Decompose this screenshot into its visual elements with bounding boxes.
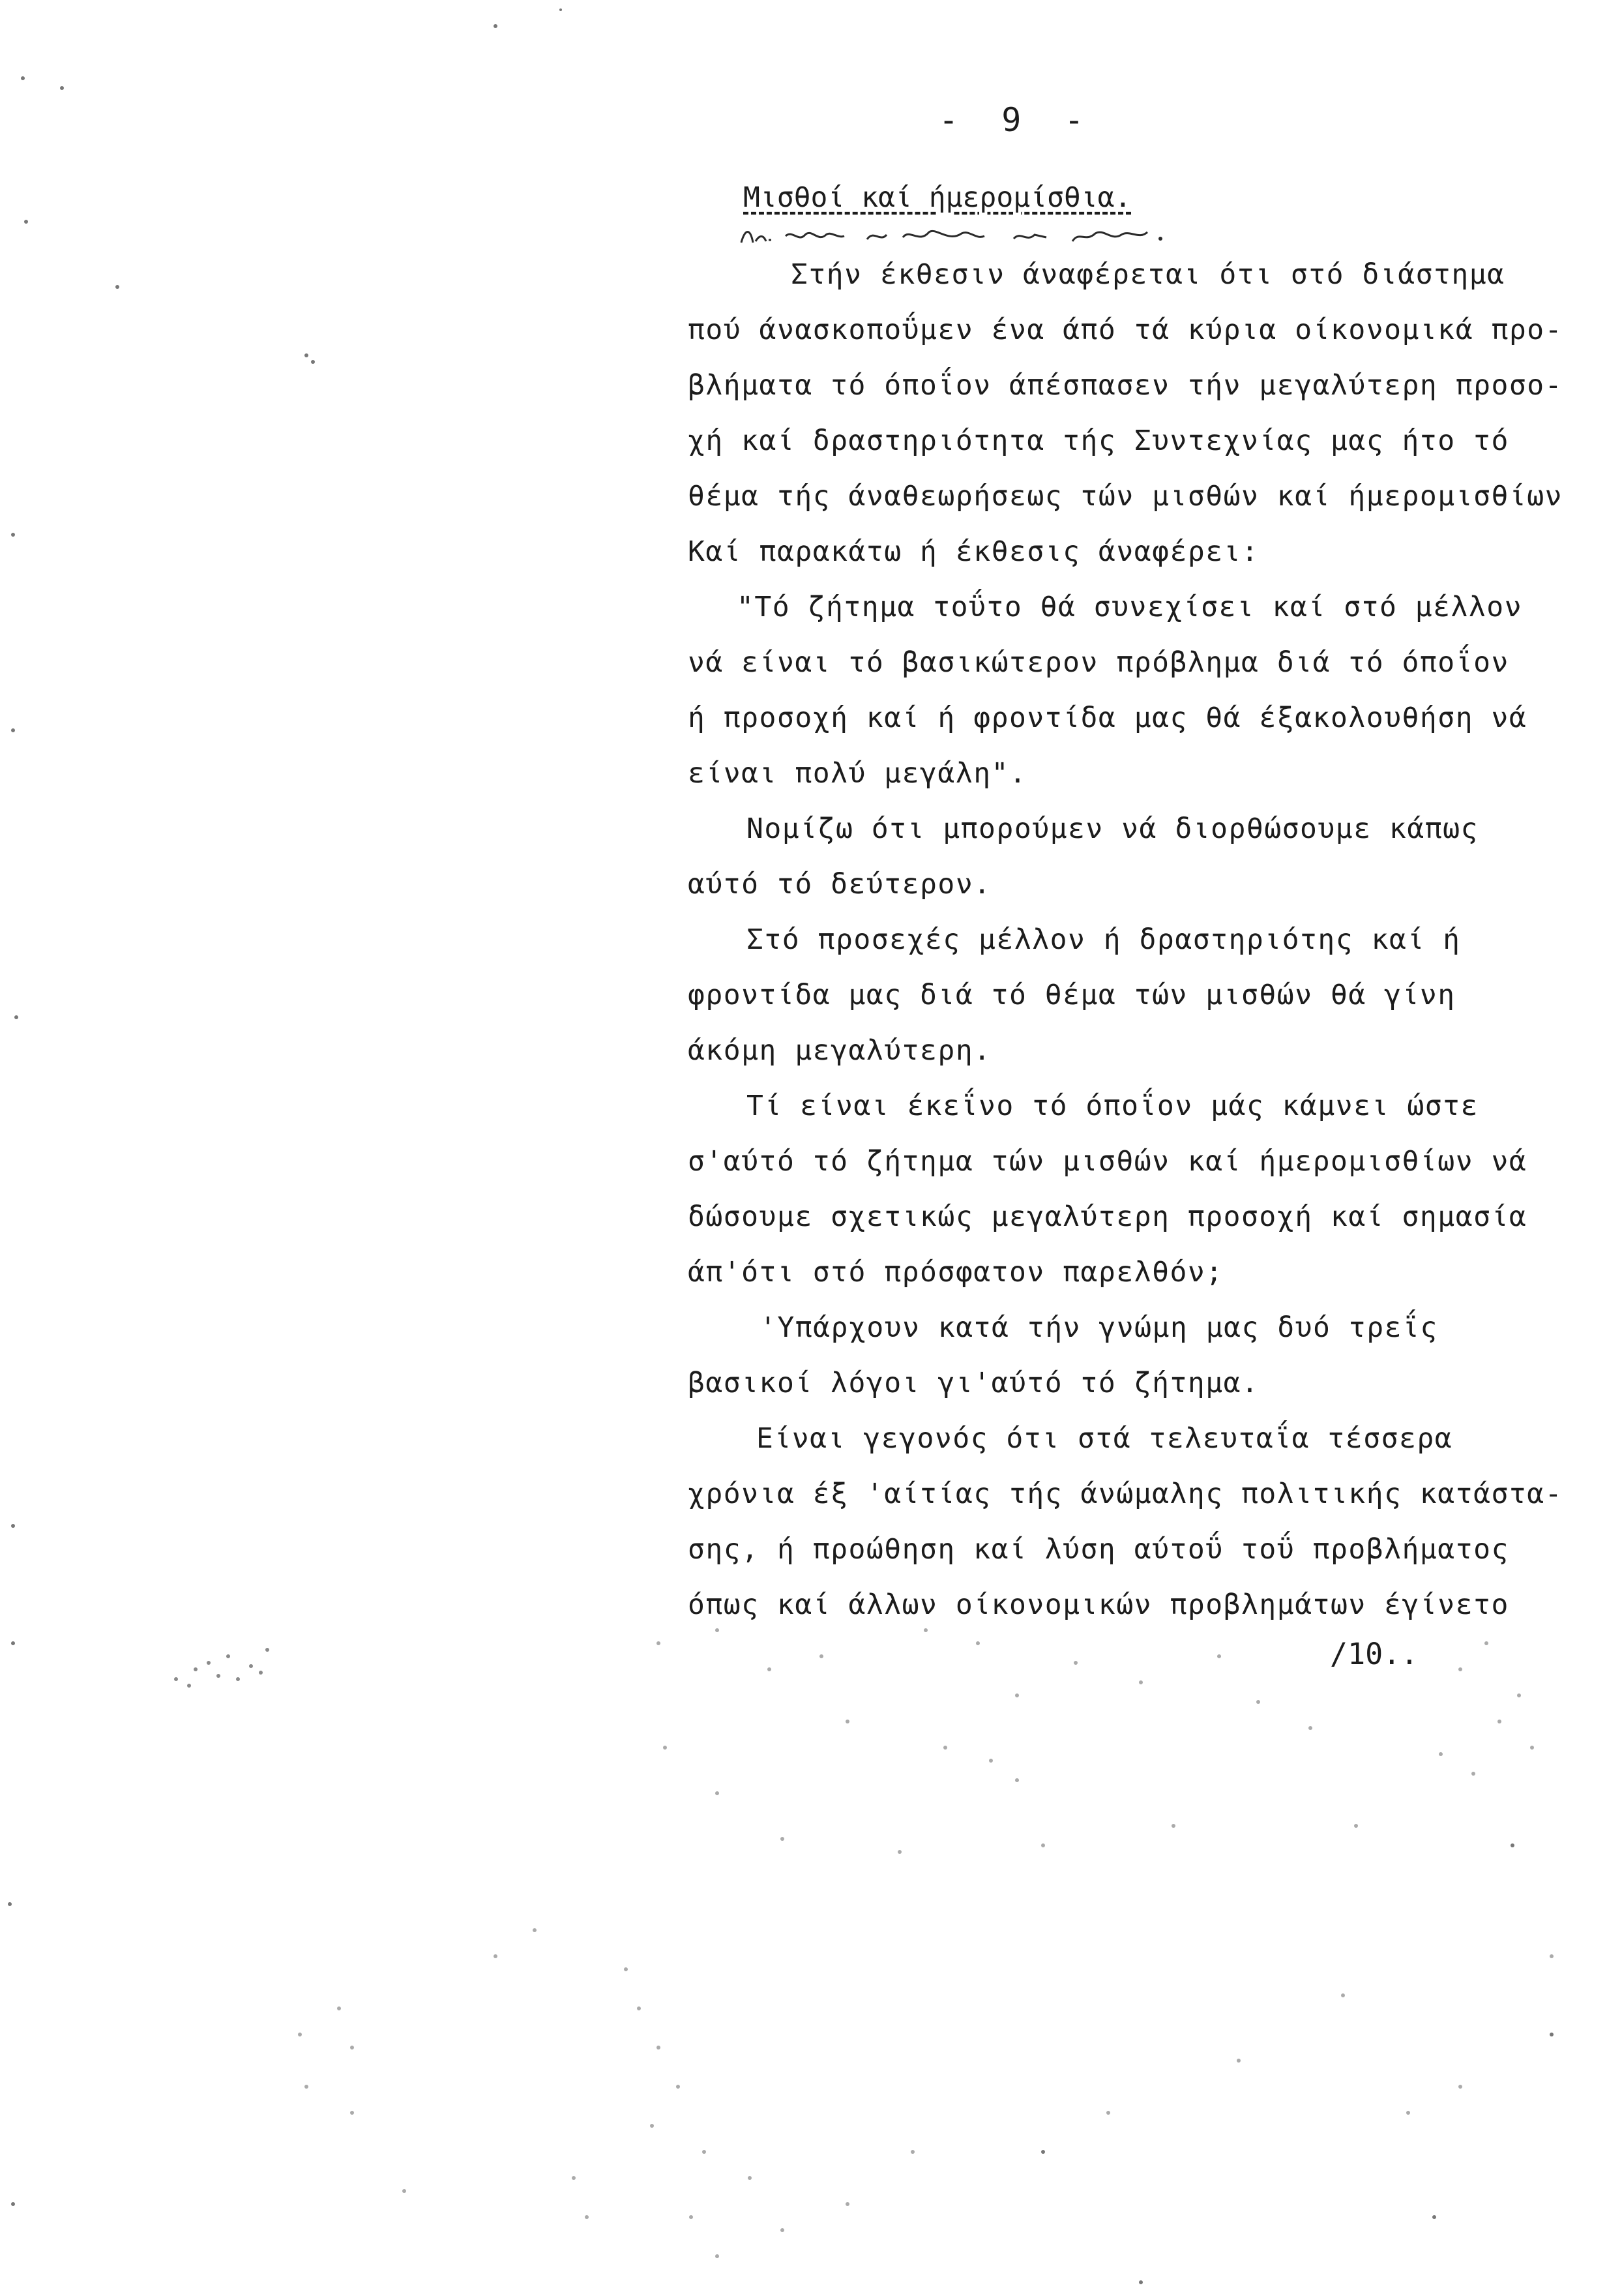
text-line: είναι πολύ μεγάλη". [688,757,1027,790]
text-line: Στό προσεχές μέλλον ή δραστηριότης καί ή [746,923,1461,956]
text-line: πού άνασκοποΰμεν ένα άπό τά κύρια οίκονομικά προ- [688,314,1563,346]
text-line: βλήματα τό όποΐον άπέσπασεν τήν μεγαλύτερη προσο- [688,369,1563,402]
text-line: δώσουμε σχετικώς μεγαλύτερη προσοχή καί σημασία [688,1200,1527,1233]
text-line: νά είναι τό βασικώτερον πρόβλημα διά τό όποΐον [688,646,1509,679]
text-line: όπως καί άλλων οίκονομικών προβλημάτων έγίνετο [688,1588,1509,1621]
section-title: Μισθοί καί ήμερομίσθια. [743,181,1132,214]
text-line: Καί παρακάτω ή έκθεσις άναφέρει: [688,535,1260,568]
text-line: σ'αύτό τό ζήτημα τών μισθών καί ήμερομισθίων νά [688,1145,1527,1178]
continuation-marker: /10.. [1330,1637,1419,1671]
text-line: 'Υπάρχουν κατά τήν γνώμη μας δυό τρεΐς [759,1311,1438,1344]
text-line: φροντίδα μας διά τό θέμα τών μισθών θά γίνη [688,979,1456,1011]
text-line: βασικοί λόγοι γι'αύτό τό ζήτημα. [688,1367,1260,1399]
page-number-text: - 9 - [939,101,1096,139]
text-line: χή καί δραστηριότητα τής Συντεχνίας μας ήτο τό [688,425,1509,457]
text-line: ή προσοχή καί ή φροντίδα μας θά έξακολουθήση νά [688,702,1527,734]
text-line: "Τό ζήτημα τοΰτο θά συνεχίσει καί στό μέλλον [737,591,1523,623]
text-line: χρόνια έξ 'αίτίας τής άνώμαλης πολιτικής κατάστα- [688,1478,1563,1510]
text-line: Νομίζω ότι μπορούμεν νά διορθώσουμε κάπως [746,813,1479,845]
text-line: Στήν έκθεσιν άναφέρεται ότι στό διάστημα [791,258,1505,291]
text-line: αύτό τό δεύτερον. [688,868,992,901]
text-line: θέμα τής άναθεωρήσεως τών μισθών καί ήμερομισθίων [688,480,1563,513]
text-line: άπ'ότι στό πρόσφατον παρελθόν; [688,1256,1224,1289]
text-line: Τί είναι έκεΐνο τό όποΐον μάς κάμνει ώστε [746,1090,1479,1122]
text-line: σης, ή προώθηση καί λύση αύτοΰ τοΰ προβλήματος [688,1533,1509,1566]
text-line: άκόμη μεγαλύτερη. [688,1034,992,1067]
text-line: Είναι γεγονός ότι στά τελευταΐα τέσσερα [756,1422,1453,1455]
